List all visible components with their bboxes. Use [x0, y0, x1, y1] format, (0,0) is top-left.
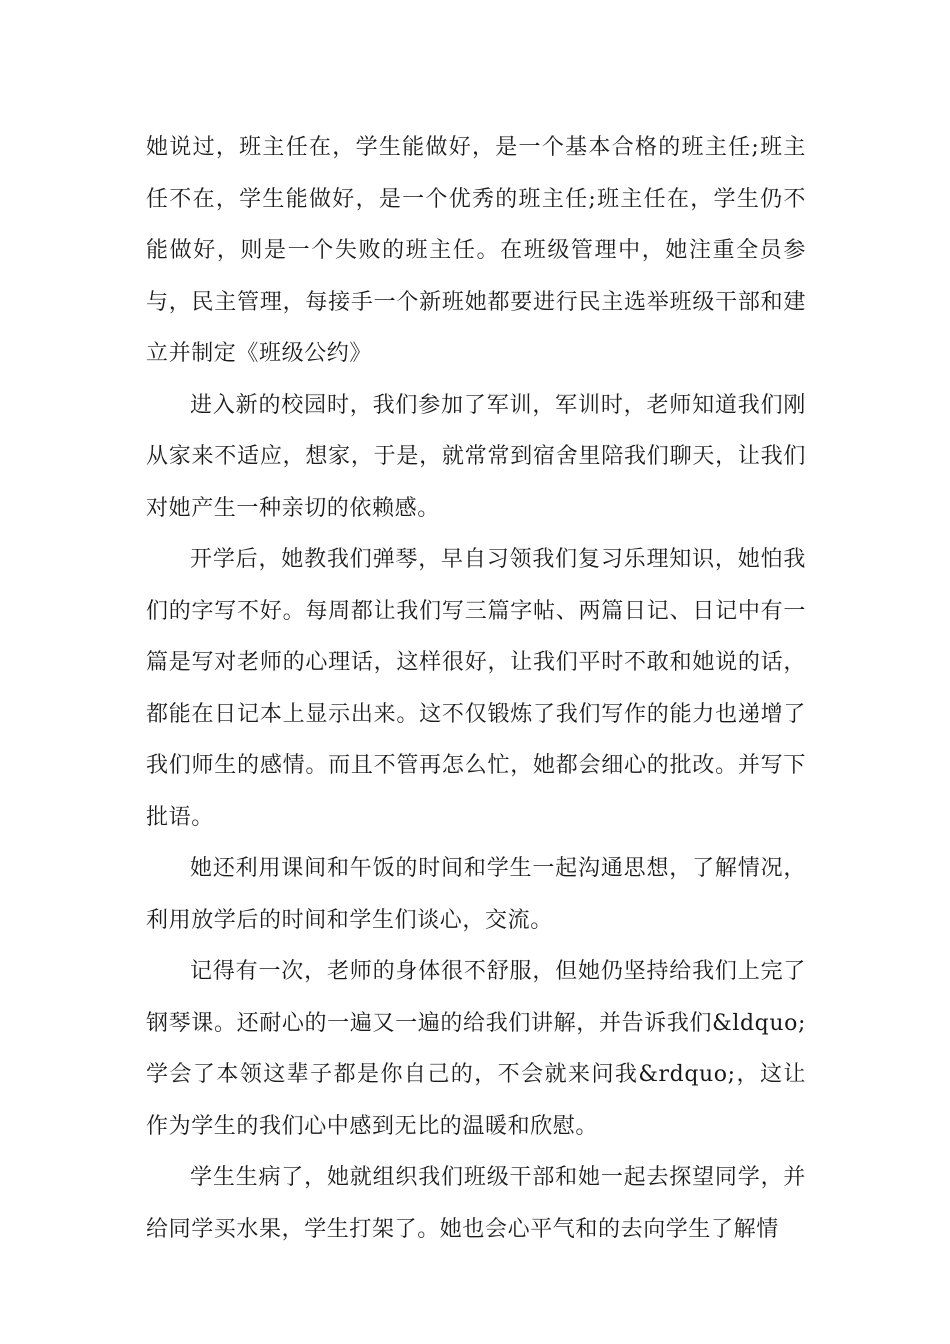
document-body	[146, 122, 806, 1255]
paragraph-communication: 她还利用课间和午饭的时间和学生一起沟通思想，了解情况，利用放学后的时间和学生们谈心，交流。	[146, 856, 806, 933]
paragraph-head-teacher-philosophy: 她说过，班主任在，学生能做好，是一个基本合格的班主任;班主任不在，学生能做好，是一个优秀的班主任;班主任在，学生仍不能做好，则是一个失败的班主任。在班级管理中，她注重全员参与，民主管理，每接手一个新班她都要进行民主选举班级干部和建立并制定《班级公约》	[146, 135, 806, 366]
paragraph-student-sick: 学生生病了，她就组织我们班级干部和她一起去探望同学，并给同学买水果，学生打架了。她也会心平气和的去向学生了解情	[146, 1165, 806, 1242]
paragraph-military-training: 进入新的校园时，我们参加了军训，军训时，老师知道我们刚从家来不适应，想家，于是，就常常到宿舍里陪我们聊天，让我们对她产生一种亲切的依赖感。	[146, 392, 806, 521]
paragraph-after-school-start: 开学后，她教我们弹琴，早自习领我们复习乐理知识，她怕我们的字写不好。每周都让我们写三篇字帖、两篇日记、日记中有一篇是写对老师的心理话，这样很好，让我们平时不敢和她说的话，都能在日记本上显示出来。这不仅锻炼了我们写作的能力也递增了我们师生的感情。而且不管再怎么忙，她都会细心的批改。并写下批语。	[146, 547, 806, 830]
paragraph-piano-lesson: 记得有一次，老师的身体很不舒服，但她仍坚持给我们上完了钢琴课。还耐心的一遍又一遍的给我们讲解，并告诉我们&ldquo;学会了本领这辈子都是你自己的，不会就来问我&rdquo;，这让作为学生的我们心中感到无比的温暖和欣慰。	[146, 959, 806, 1139]
